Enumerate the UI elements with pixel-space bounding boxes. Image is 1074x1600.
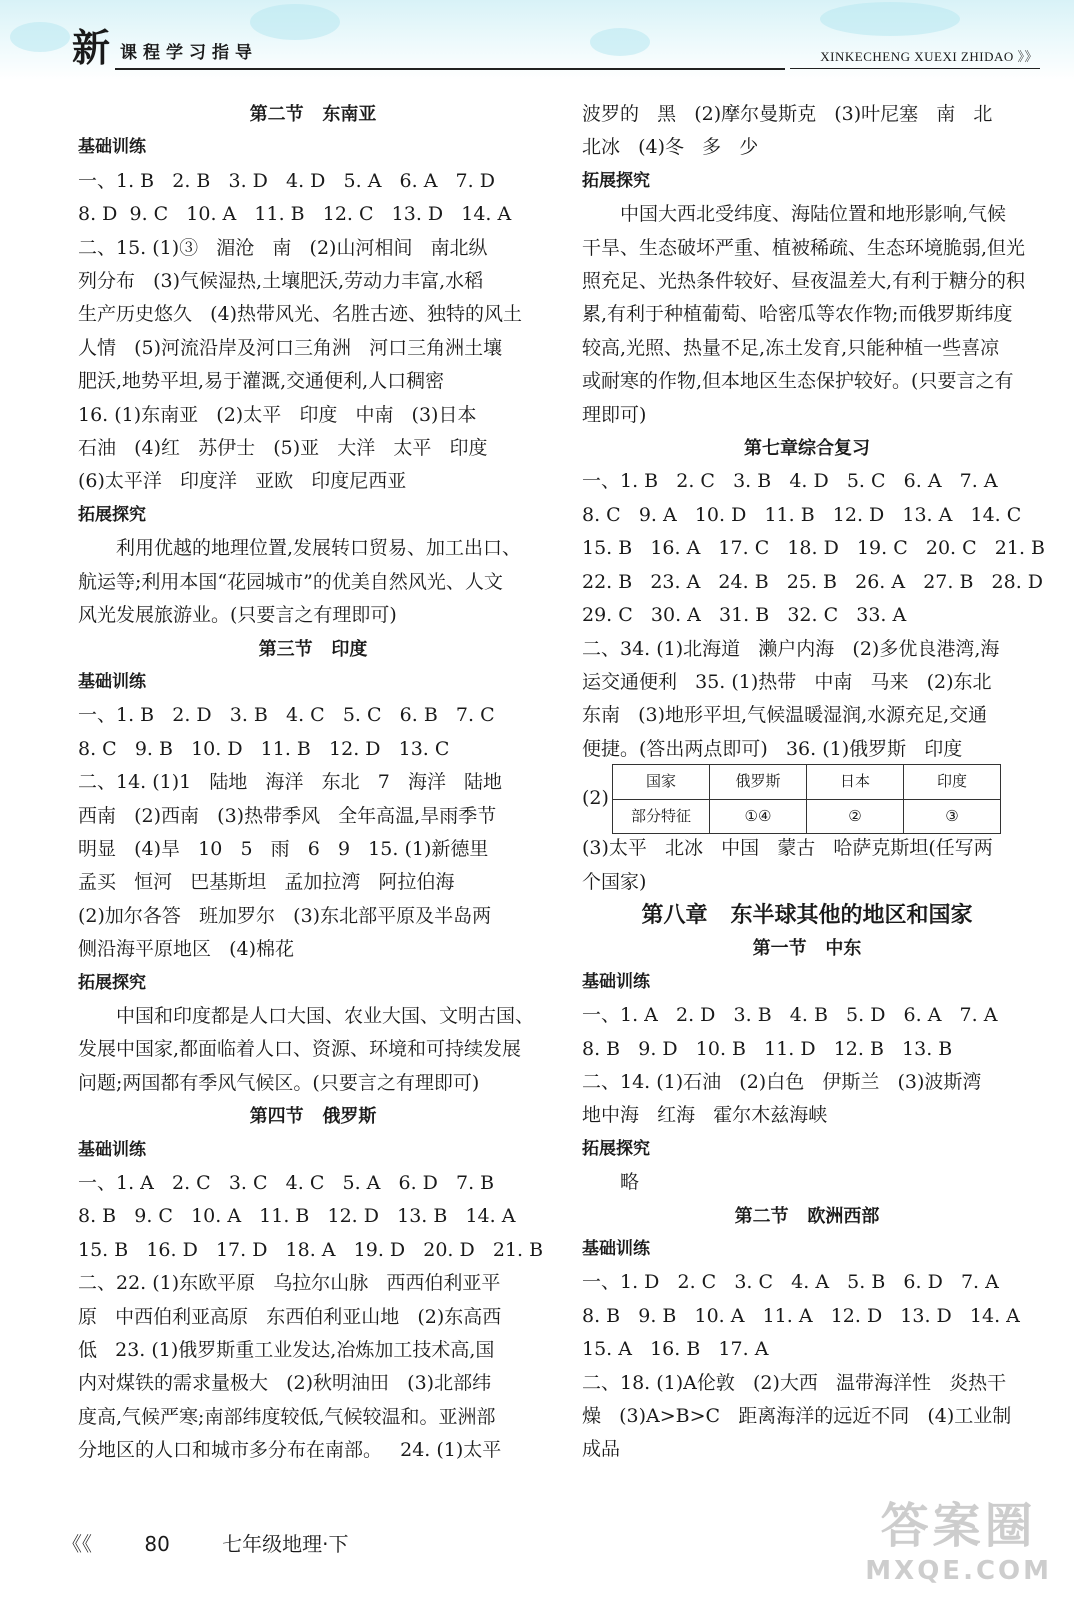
page-number: 80 (144, 1532, 170, 1556)
answer-line: 航运等;利用本国“花园城市”的优美自然风光、人文 (78, 570, 503, 593)
subsection-label: 拓展探究 (78, 504, 146, 525)
answer-line: (3)太平 北冰 中国 蒙古 哈萨克斯坦(任写两 (582, 837, 993, 860)
header-rule (115, 68, 785, 70)
answer-line: 较高,光照、热量不足,冻土发育,只能种植一些喜凉 (582, 336, 1000, 359)
answer-line: 一、1. B 2. C 3. B 4. D 5. C 6. A 7. A (582, 470, 998, 493)
answer-line: 一、1. A 2. C 3. C 4. C 5. A 6. D 7. B (78, 1172, 495, 1194)
watermark-line: 答案圈 (880, 1498, 1037, 1554)
feature-table-block (582, 766, 1032, 832)
answer-line: 内对煤铁的需求量极大 (2)秋明油田 (3)北部纬 (78, 1372, 492, 1395)
answer-line: 成品 (582, 1438, 621, 1461)
pinyin-text: XINKECHENG XUEXI ZHIDAO (820, 49, 1014, 64)
subsection-label: 拓展探究 (78, 972, 146, 993)
answer-line: 中国大西北受纬度、海陆位置和地形影响,气候 (620, 203, 1007, 226)
answer-line: 一、1. B 2. D 3. B 4. C 5. C 6. B 7. C (78, 704, 495, 727)
answer-line: 二、15. (1)③ 湄沧 南 (2)山河相间 南北纵 (78, 236, 488, 259)
subsection-label: 基础训练 (582, 1239, 650, 1259)
table-row (613, 799, 1001, 833)
answer-line: 分地区的人口和城市多分布在南部。 24. (1)太平 (78, 1439, 502, 1462)
answer-line: 波罗的 黑 (2)摩尔曼斯克 (3)叶尼塞 南 北 (582, 103, 993, 125)
right-column-lower (582, 832, 1032, 1467)
answer-line: 东南 (3)地形平坦,气候温暖湿润,水源充足,交通 (582, 704, 988, 727)
subsection-label: 基础训练 (78, 1139, 146, 1160)
answer-line: 风光发展旅游业。(只要言之有理即可) (78, 604, 397, 627)
answer-line: 中国和印度都是人口大国、农业大国、文明古国、 (116, 1004, 535, 1027)
answer-line: 问题;两国都有季风气候区。(只要言之有理即可) (78, 1071, 480, 1094)
page-footer (62, 1528, 395, 1557)
answer-line: 生产历史悠久 (4)热带风光、名胜古迹、独特的风土 (78, 303, 523, 326)
section-heading: 第八章 东半球其他的地区和国家 (641, 902, 973, 928)
answer-line: 原 中西伯利亚高原 东西伯利亚山地 (2)东高西 (78, 1305, 502, 1328)
answer-line: 二、18. (1)A伦敦 (2)大西 温带海洋性 炎热干 (582, 1371, 1007, 1394)
answer-line: 低 23. (1)俄罗斯重工业发达,冶炼加工技术高,国 (78, 1339, 495, 1362)
answer-line: 肥沃,地势平坦,易于灌溉,交通便利,人口稠密 (78, 370, 445, 393)
answer-line: 侧沿海平原地区 (4)棉花 (78, 938, 295, 961)
left-column (78, 98, 548, 1468)
section-heading: 第三节 印度 (258, 638, 368, 660)
answer-line: 地中海 红海 霍尔木兹海峡 (582, 1104, 828, 1127)
table-cell: 部分特征 (613, 799, 710, 833)
subsection-label: 基础训练 (78, 137, 146, 158)
answer-line: 个国家) (582, 870, 647, 893)
answer-line: 15. B 16. D 17. D 18. A 19. D 20. D 21. B (78, 1238, 544, 1261)
table-header-cell: 国家 (613, 765, 710, 799)
answer-line: 29. C 30. A 31. B 32. C 33. A (582, 604, 907, 627)
table-header-row (613, 765, 1001, 799)
table-cell: ③ (904, 799, 1001, 833)
answer-line: 二、34. (1)北海道 濑户内海 (2)多优良港湾,海 (582, 637, 1000, 660)
answer-line: 一、1. D 2. C 3. C 4. A 5. B 6. D 7. A (582, 1271, 999, 1294)
answer-line: 8. C 9. B 10. D 11. B 12. D 13. C (78, 737, 450, 760)
answer-line: 石油 (4)红 苏伊士 (5)亚 大洋 太平 印度 (78, 437, 488, 460)
answer-line: 22. B 23. A 24. B 25. B 26. A 27. B 28. D (582, 570, 1044, 593)
chevrons-right-icon: 》》 (1017, 49, 1038, 64)
answer-line: 明显 (4)旱 10 5 雨 6 9 15. (1)新德里 (78, 837, 489, 860)
answer-line: 燥 (3)A>B>C 距离海洋的远近不同 (4)工业制 (582, 1405, 1012, 1428)
book-title: 七年级地理·下 (222, 1532, 349, 1556)
right-column-upper (582, 98, 1045, 766)
chevrons-left-icon: 《《 (62, 1532, 92, 1556)
right-column (582, 98, 1045, 1467)
subsection-label: 拓展探究 (582, 170, 650, 191)
answer-line: 8. D 9. C 10. A 11. B 12. C 13. D 14. A (78, 203, 512, 226)
watermark-logo (865, 1487, 1052, 1586)
answer-line: 人情 (5)河流沿岸及河口三角洲 河口三角洲土壤 (78, 336, 503, 359)
answer-line: 二、22. (1)东欧平原 乌拉尔山脉 西西伯利亚平 (78, 1272, 501, 1295)
answer-line: (6)太平洋 印度洋 亚欧 印度尼西亚 (78, 470, 407, 493)
answer-line: 孟买 恒河 巴基斯坦 孟加拉湾 阿拉伯海 (78, 871, 455, 894)
table-header-cell: 印度 (904, 765, 1001, 799)
answer-line: 或耐寒的作物,但本地区生态保护较好。(只要言之有 (582, 370, 1014, 393)
answer-line: 列分布 (3)气候湿热,土壤肥沃,劳动力丰富,水稻 (78, 270, 484, 293)
subsection-label: 基础训练 (582, 971, 650, 992)
answer-line: 理即可) (582, 403, 647, 426)
answer-line: 北冰 (4)冬 多 少 (582, 136, 759, 159)
feature-table (612, 764, 1001, 834)
answer-line: 发展中国家,都面临着人口、资源、环境和可持续发展 (78, 1038, 522, 1061)
answer-line: 8. B 9. C 10. A 11. B 12. D 13. B 14. A (78, 1205, 516, 1228)
answer-line: 二、14. (1)石油 (2)白色 伊斯兰 (3)波斯湾 (582, 1070, 982, 1093)
series-pinyin (820, 46, 1038, 65)
answer-line: 照充足、光热条件较好、昼夜温差大,有利于糖分的积 (582, 270, 1026, 293)
subsection-label: 基础训练 (78, 671, 146, 692)
answer-line: 15. B 16. A 17. C 18. D 19. C 20. C 21. B (582, 537, 1045, 560)
answer-line: 累,有利于种植葡萄、哈密瓜等农作物;而俄罗斯纬度 (582, 303, 1013, 326)
answer-line: 16. (1)东南亚 (2)太平 印度 中南 (3)日本 (78, 403, 477, 426)
series-title: 课程学习指导 (120, 43, 258, 63)
answer-line: 略 (620, 1171, 640, 1194)
table-label: (2) (582, 787, 609, 810)
answer-line: 利用优越的地理位置,发展转口贸易、加工出口、 (116, 537, 522, 560)
answer-line: 便捷。(答出两点即可) 36. (1)俄罗斯 印度 (582, 737, 963, 760)
section-heading: 第四节 俄罗斯 (249, 1106, 377, 1128)
answer-line: 一、1. A 2. D 3. B 4. B 5. D 6. A 7. A (582, 1004, 998, 1027)
section-heading: 第二节 东南亚 (249, 104, 377, 125)
answer-line: 15. A 16. B 17. A (582, 1338, 769, 1361)
answer-line: 8. B 9. B 10. A 11. A 12. D 13. D 14. A (582, 1304, 1020, 1327)
answer-line: 度高,气候严寒;南部纬度较低,气候较温和。亚洲部 (78, 1405, 496, 1428)
section-heading: 第一节 中东 (752, 938, 862, 960)
answer-line: 干旱、生态破坏严重、植被稀疏、生态环境脆弱,但光 (582, 236, 1026, 259)
section-heading: 第七章综合复习 (744, 438, 870, 460)
table-cell: ② (807, 799, 904, 833)
section-heading: 第二节 欧洲西部 (734, 1205, 880, 1227)
answer-line: 二、14. (1)1 陆地 海洋 东北 7 海洋 陆地 (78, 771, 503, 794)
table-header-cell: 日本 (807, 765, 904, 799)
answer-line: 西南 (2)西南 (3)热带季风 全年高温,旱雨季节 (78, 804, 497, 827)
table-header-cell: 俄罗斯 (710, 765, 807, 799)
answer-line: 运交通便利 35. (1)热带 中南 马来 (2)东北 (582, 670, 992, 693)
header-rule-right (790, 68, 1040, 69)
watermark-line: MXQE.COM (865, 1556, 1052, 1586)
table-cell: ①④ (710, 799, 807, 833)
answer-line: 一、1. B 2. B 3. D 4. D 5. A 6. A 7. D (78, 169, 495, 192)
subsection-label: 拓展探究 (582, 1138, 650, 1159)
answer-line: 8. B 9. D 10. B 11. D 12. B 13. B (582, 1037, 953, 1060)
answer-line: (2)加尔各答 班加罗尔 (3)东北部平原及半岛两 (78, 904, 492, 927)
logo-char: 新 (72, 25, 111, 70)
answer-line: 8. C 9. A 10. D 11. B 12. D 13. A 14. C (582, 503, 1022, 526)
